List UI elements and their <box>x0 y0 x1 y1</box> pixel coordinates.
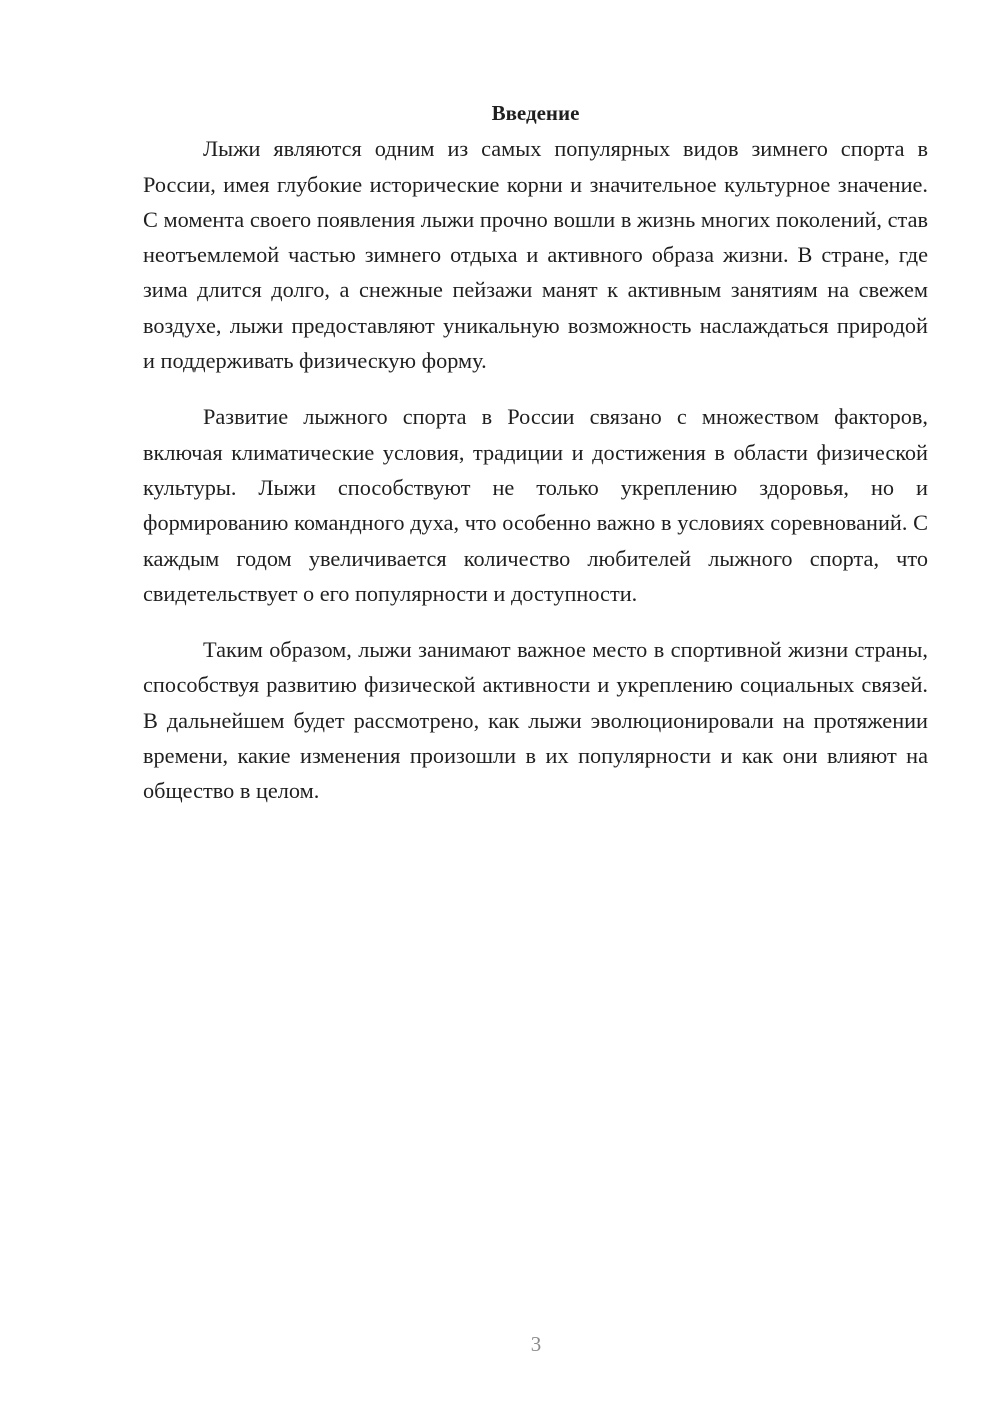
paragraph-2: Развитие лыжного спорта в России связано с множеством факторов, включая климатические условия, традиции и достижения в области физической культуры. Лыжи способствуют не только укреплению здоровья, но и формированию командного духа, что особенно важно в условиях соревнований. С каждым годом увеличивается количество любителей лыжного спорта, что свидетельствует о его популярности и доступности. <box>143 404 928 606</box>
paragraph-3: Таким образом, лыжи занимают важное место в спортивной жизни страны, способствуя развитию физической активности и укреплению социальных связей. В дальнейшем будет рассмотрено, как лыжи эволюционировали на протяжении времени, какие изменения произошли в их популярности и как они влияют на общество в целом. <box>143 637 928 804</box>
paragraph-1: Лыжи являются одним из самых популярных видов зимнего спорта в России, имея глубокие исторические корни и значительное культурное значение. С момента своего появления лыжи прочно вошли в жизнь многих поколений, став неотъемлемой частью зимнего отдыха и активного образа жизни. В стране, где зима длится долго, а снежные пейзажи манят к активным занятиям на свежем воздухе, лыжи предоставляют уникальную возможность наслаждаться природой и поддерживать физическую форму. <box>143 136 928 374</box>
page-number: 3 <box>530 1332 542 1356</box>
page-body <box>143 96 928 809</box>
section-title: Введение <box>491 101 580 125</box>
